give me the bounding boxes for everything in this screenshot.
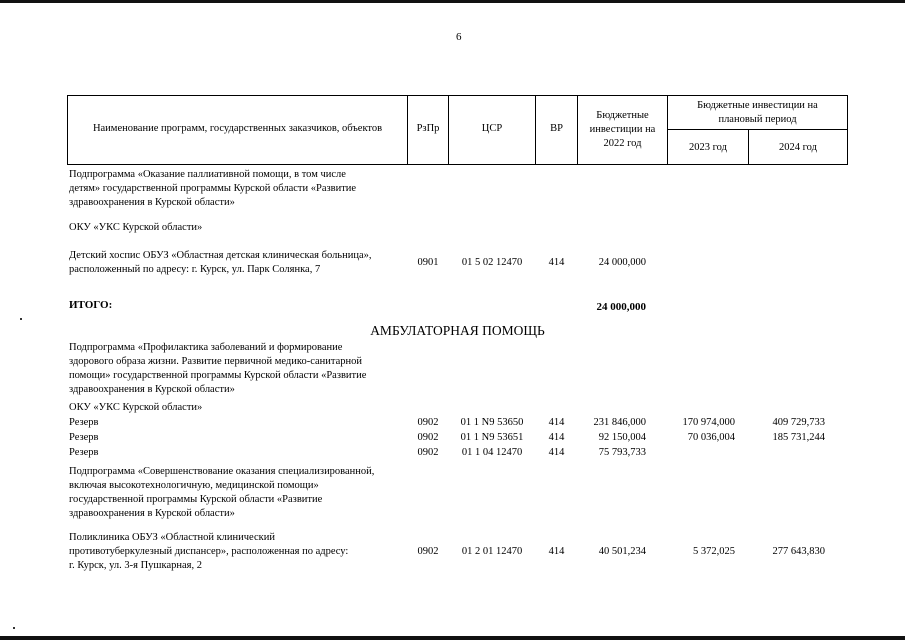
reserve-2-2024: 185 731,244 — [772, 432, 825, 443]
header-2023: 2023 год — [689, 142, 727, 153]
hospice-name-1: Детский хоспис ОБУЗ «Областная детская клиническая больница», — [69, 250, 372, 261]
prevention-line-3: помощи» государственной программы Курской области «Развитие — [69, 370, 367, 381]
polyclinic-inv2022: 40 501,234 — [598, 546, 646, 557]
polyclinic-rzpr: 0902 — [417, 546, 439, 557]
hospice-inv2022: 24 000,000 — [598, 257, 646, 268]
reserve-1-vr: 414 — [548, 417, 565, 428]
reserve-2-name: Резерв — [69, 432, 99, 443]
reserve-3-name: Резерв — [69, 447, 99, 458]
header-name-column: Наименование программ, государственных заказчиков, объектов — [92, 123, 383, 134]
header-inv2022-line2: инвестиции на — [589, 124, 656, 135]
header-csr: ЦСР — [481, 123, 503, 134]
scan-speck — [13, 627, 15, 629]
specialized-line-2: включая высокотехнологичную, медицинской помощи» — [69, 480, 319, 491]
reserve-3-rzpr: 0902 — [417, 447, 439, 458]
specialized-line-1: Подпрограмма «Совершенствование оказания специализированной, — [69, 466, 375, 477]
hospice-csr: 01 5 02 12470 — [461, 257, 523, 268]
reserve-1-rzpr: 0902 — [417, 417, 439, 428]
reserve-2-2023: 70 036,004 — [687, 432, 735, 443]
reserve-2-rzpr: 0902 — [417, 432, 439, 443]
polyclinic-csr: 01 2 01 12470 — [461, 546, 523, 557]
polyclinic-name-1: Поликлиника ОБУЗ «Областной клинический — [69, 532, 275, 543]
reserve-3-vr: 414 — [548, 447, 565, 458]
customer-uks-1: ОКУ «УКС Курской области» — [69, 222, 203, 233]
prevention-line-2: здорового образа жизни. Развитие первичной медико-санитарной — [69, 356, 363, 367]
header-inv2022-line3: 2022 год — [603, 138, 642, 149]
specialized-line-3: государственной программы Курской области «Развитие — [69, 494, 323, 505]
page-number: 6 — [456, 31, 462, 43]
polyclinic-2023: 5 372,025 — [693, 546, 735, 557]
customer-uks-2: ОКУ «УКС Курской области» — [69, 402, 203, 413]
reserve-1-2023: 170 974,000 — [682, 417, 735, 428]
total-value: 24 000,000 — [596, 301, 646, 313]
reserve-3-inv2022: 75 793,733 — [598, 447, 646, 458]
hospice-name-2: расположенный по адресу: г. Курск, ул. Парк Солянка, 7 — [69, 264, 321, 275]
section-heading-ambulatory: АМБУЛАТОРНАЯ ПОМОЩЬ — [370, 323, 545, 338]
reserve-1-csr: 01 1 N9 53650 — [460, 417, 524, 428]
total-label: ИТОГО: — [69, 299, 113, 311]
hospice-vr: 414 — [548, 257, 565, 268]
prevention-line-4: здравоохранения в Курской области» — [69, 384, 235, 395]
header-2024: 2024 год — [779, 142, 817, 153]
reserve-2-vr: 414 — [548, 432, 565, 443]
reserve-1-inv2022: 231 846,000 — [593, 417, 646, 428]
header-planned-line1: Бюджетные инвестиции на — [697, 100, 818, 111]
polyclinic-2024: 277 643,830 — [772, 546, 825, 557]
polyclinic-name-3: г. Курск, ул. 3-я Пушкарная, 2 — [69, 560, 202, 571]
header-planned-line2: плановый период — [718, 114, 797, 125]
scan-speck — [20, 318, 22, 320]
palliative-line-1: Подпрограмма «Оказание паллиативной помощи, в том числе — [69, 169, 346, 180]
reserve-1-name: Резерв — [69, 417, 99, 428]
scan-bottom-border — [0, 636, 905, 640]
reserve-2-inv2022: 92 150,004 — [598, 432, 646, 443]
hospice-rzpr: 0901 — [417, 257, 439, 268]
reserve-1-2024: 409 729,733 — [772, 417, 825, 428]
header-inv2022-line1: Бюджетные — [596, 110, 649, 121]
polyclinic-name-2: противотуберкулезный диспансер», расположенная по адресу: — [69, 546, 349, 557]
polyclinic-vr: 414 — [548, 546, 565, 557]
scan-top-border — [0, 0, 905, 3]
palliative-line-2: детям» государственной программы Курской области «Развитие — [69, 183, 357, 194]
palliative-line-3: здравоохранения в Курской области» — [69, 197, 235, 208]
header-rzpr: РзПр — [416, 123, 440, 134]
reserve-3-csr: 01 1 04 12470 — [461, 447, 523, 458]
header-vr: ВР — [550, 123, 563, 134]
prevention-line-1: Подпрограмма «Профилактика заболеваний и формирование — [69, 342, 343, 353]
reserve-2-csr: 01 1 N9 53651 — [460, 432, 524, 443]
specialized-line-4: здравоохранения в Курской области» — [69, 508, 235, 519]
